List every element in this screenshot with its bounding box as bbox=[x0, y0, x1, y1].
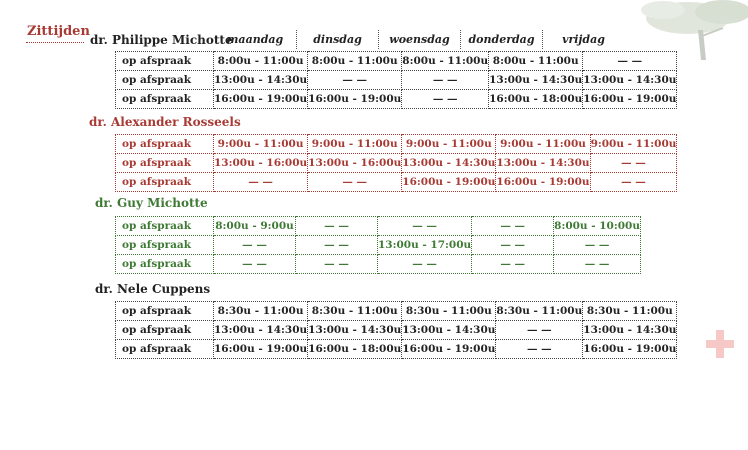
time-slot: 13:00u - 14:30u bbox=[214, 321, 308, 340]
time-slot: 8:00u - 11:00u bbox=[402, 52, 489, 71]
schedule-table bbox=[115, 301, 677, 359]
time-slot: — — bbox=[554, 255, 641, 274]
time-slot: — — bbox=[296, 255, 378, 274]
table-row bbox=[116, 321, 677, 340]
time-slot: 13:00u - 14:30u bbox=[402, 321, 496, 340]
row-label: op afspraak bbox=[116, 135, 214, 154]
time-slot: 8:30u - 11:00u bbox=[583, 302, 677, 321]
row-label: op afspraak bbox=[116, 90, 214, 109]
table-row bbox=[116, 90, 677, 109]
time-slot: 13:00u - 14:30u bbox=[583, 321, 677, 340]
time-slot: 13:00u - 17:00u bbox=[378, 236, 472, 255]
time-slot: — — bbox=[296, 217, 378, 236]
time-slot: — — bbox=[496, 340, 583, 359]
time-slot: 13:00u - 14:30u bbox=[402, 154, 496, 173]
time-slot: 13:00u - 14:30u bbox=[583, 71, 677, 90]
time-slot: — — bbox=[378, 217, 472, 236]
table-row bbox=[116, 340, 677, 359]
time-slot: 16:00u - 18:00u bbox=[308, 340, 402, 359]
row-label: op afspraak bbox=[116, 154, 214, 173]
time-slot: 8:00u - 9:00u bbox=[214, 217, 296, 236]
table-row bbox=[116, 236, 641, 255]
row-label: op afspraak bbox=[116, 321, 214, 340]
table-row bbox=[116, 255, 641, 274]
time-slot: — — bbox=[590, 173, 677, 192]
time-slot: 16:00u - 19:00u bbox=[402, 173, 496, 192]
time-slot: 13:00u - 16:00u bbox=[308, 154, 402, 173]
time-slot: — — bbox=[583, 52, 677, 71]
time-slot: — — bbox=[472, 255, 554, 274]
time-slot: 8:30u - 11:00u bbox=[308, 302, 402, 321]
time-slot: 13:00u - 14:30u bbox=[489, 71, 583, 90]
time-slot: 9:00u - 11:00u bbox=[214, 135, 308, 154]
weekday-header bbox=[214, 30, 624, 49]
time-slot: — — bbox=[590, 154, 677, 173]
time-slot: — — bbox=[214, 173, 308, 192]
time-slot: 16:00u - 19:00u bbox=[583, 90, 677, 109]
time-slot: 13:00u - 14:30u bbox=[308, 321, 402, 340]
time-slot: 9:00u - 11:00u bbox=[402, 135, 496, 154]
day-header: dinsdag bbox=[296, 30, 378, 49]
time-slot: 9:00u - 11:00u bbox=[496, 135, 590, 154]
time-slot: — — bbox=[308, 173, 402, 192]
row-label: op afspraak bbox=[116, 52, 214, 71]
time-slot: 16:00u - 19:00u bbox=[214, 90, 308, 109]
cross-icon bbox=[706, 330, 734, 358]
time-slot: 16:00u - 19:00u bbox=[402, 340, 496, 359]
day-header: vrijdag bbox=[542, 30, 624, 49]
page-title: Zittijden bbox=[27, 24, 90, 39]
row-label: op afspraak bbox=[116, 236, 214, 255]
time-slot: 13:00u - 14:30u bbox=[496, 154, 590, 173]
time-slot: — — bbox=[378, 255, 472, 274]
row-label: op afspraak bbox=[116, 302, 214, 321]
time-slot: 9:00u - 11:00u bbox=[308, 135, 402, 154]
row-label: op afspraak bbox=[116, 71, 214, 90]
table-row bbox=[116, 302, 677, 321]
time-slot: 9:00u - 11:00u bbox=[590, 135, 677, 154]
time-slot: — — bbox=[472, 217, 554, 236]
table-row bbox=[116, 52, 677, 71]
doctor-name: dr. Nele Cuppens bbox=[95, 282, 211, 296]
table-row bbox=[116, 135, 677, 154]
time-slot: 16:00u - 19:00u bbox=[308, 90, 402, 109]
doctor-name: dr. Philippe Michotte bbox=[90, 33, 233, 47]
row-label: op afspraak bbox=[116, 173, 214, 192]
day-header: donderdag bbox=[460, 30, 542, 49]
time-slot: — — bbox=[308, 71, 402, 90]
schedule-table bbox=[115, 216, 641, 274]
time-slot: 8:00u - 11:00u bbox=[489, 52, 583, 71]
time-slot: 16:00u - 19:00u bbox=[583, 340, 677, 359]
schedule-table bbox=[115, 134, 677, 192]
time-slot: 16:00u - 18:00u bbox=[489, 90, 583, 109]
day-header: woensdag bbox=[378, 30, 460, 49]
table-row bbox=[116, 154, 677, 173]
time-slot: — — bbox=[554, 236, 641, 255]
row-label: op afspraak bbox=[116, 340, 214, 359]
time-slot: 13:00u - 14:30u bbox=[214, 71, 308, 90]
table-row bbox=[116, 173, 677, 192]
doctor-name: dr. Guy Michotte bbox=[95, 196, 208, 210]
time-slot: — — bbox=[214, 255, 296, 274]
time-slot: — — bbox=[214, 236, 296, 255]
time-slot: — — bbox=[472, 236, 554, 255]
table-row bbox=[116, 71, 677, 90]
day-header: maandag bbox=[226, 33, 284, 46]
time-slot: 16:00u - 19:00u bbox=[496, 173, 590, 192]
time-slot: 8:30u - 11:00u bbox=[402, 302, 496, 321]
time-slot: — — bbox=[402, 90, 489, 109]
time-slot: — — bbox=[402, 71, 489, 90]
time-slot: 8:00u - 11:00u bbox=[308, 52, 402, 71]
time-slot: 16:00u - 19:00u bbox=[214, 340, 308, 359]
row-label: op afspraak bbox=[116, 255, 214, 274]
time-slot: — — bbox=[496, 321, 583, 340]
title-underline bbox=[26, 42, 84, 43]
time-slot: 8:00u - 10:00u bbox=[554, 217, 641, 236]
schedule-table bbox=[115, 51, 677, 109]
time-slot: 8:30u - 11:00u bbox=[496, 302, 583, 321]
table-row bbox=[116, 217, 641, 236]
time-slot: — — bbox=[296, 236, 378, 255]
time-slot: 8:30u - 11:00u bbox=[214, 302, 308, 321]
doctor-name: dr. Alexander Rosseels bbox=[89, 115, 241, 129]
time-slot: 8:00u - 11:00u bbox=[214, 52, 308, 71]
time-slot: 13:00u - 16:00u bbox=[214, 154, 308, 173]
row-label: op afspraak bbox=[116, 217, 214, 236]
